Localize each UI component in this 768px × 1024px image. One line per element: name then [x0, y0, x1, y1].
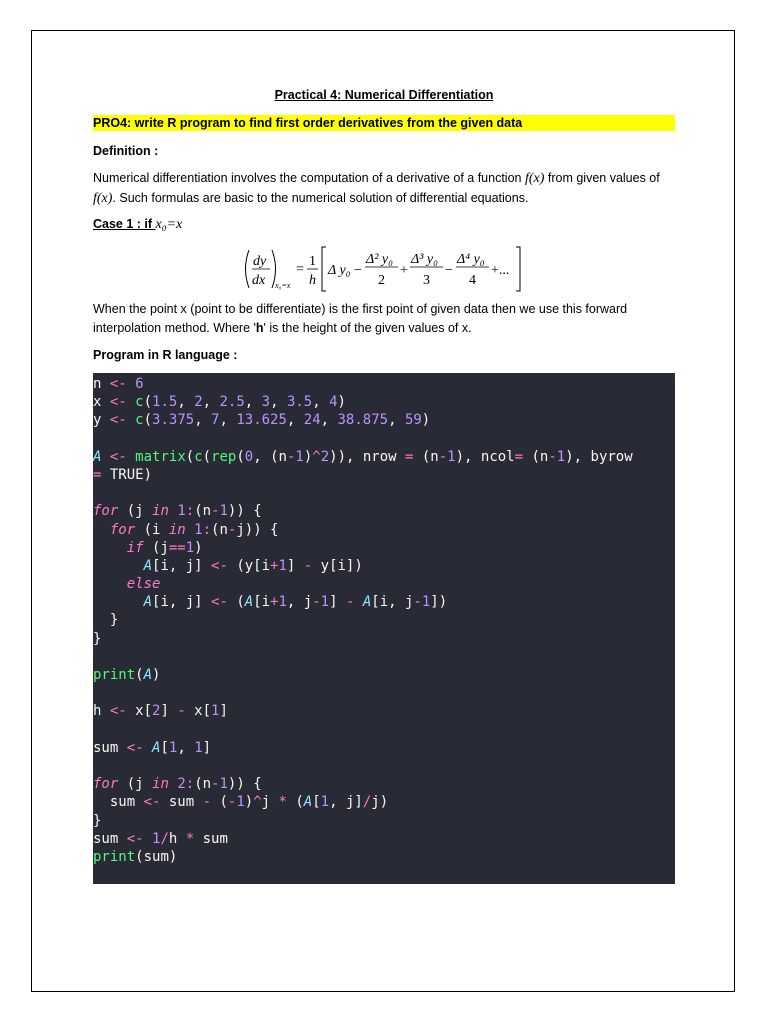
term-1: Δ y₀	[328, 263, 351, 278]
definition-paragraph	[93, 169, 675, 208]
left-bracket	[322, 247, 326, 291]
code-line: y <- c(3.375, 7, 13.625, 24, 38.875, 59)	[93, 412, 431, 429]
case-heading	[93, 217, 182, 233]
code-line: n <- 6	[93, 376, 144, 392]
minus-1: −	[354, 263, 362, 278]
fx-math-1: f(x)	[524, 171, 545, 186]
term-3-denominator: 3	[423, 273, 430, 288]
code-line	[93, 757, 675, 775]
code-line: if (j==1)	[126, 539, 203, 556]
code-line: print(A)	[93, 667, 161, 683]
pro-heading-highlight: PRO4: write R program to find first order derivatives from the given data	[93, 115, 675, 131]
explanation-paragraph	[93, 300, 675, 337]
definition-text-2: from given values of	[544, 171, 660, 185]
code-line	[93, 648, 675, 666]
code-line: for (j in 1:(n-1)) {	[93, 503, 262, 520]
right-bracket	[516, 247, 520, 291]
term-2-numerator: Δ² y₀	[366, 252, 393, 267]
code-line: sum <- A[1, 1]	[93, 739, 212, 756]
code-line: sum <- sum - (-1)^j * (A[1, j]/j)	[93, 794, 389, 811]
term-2-denominator: 2	[378, 273, 385, 288]
term-4-denominator: 4	[469, 273, 476, 288]
case-label: Case 1 : if	[93, 217, 156, 231]
derivative-formula	[240, 244, 530, 294]
code-line: sum <- 1/h * sum	[93, 830, 228, 847]
code-line: }	[93, 812, 102, 829]
code-line: = TRUE)	[93, 466, 153, 483]
program-label: Program in R language :	[93, 348, 238, 362]
definition-text-3: . Such formulas are basic to the numerical solution of differential equations.	[112, 190, 529, 205]
page-title: Practical 4: Numerical Differentiation	[274, 88, 494, 102]
term-3-numerator: Δ³ y₀	[411, 252, 438, 267]
explanation-h: h	[255, 320, 264, 335]
h-denominator: h	[309, 273, 316, 288]
code-line: h <- x[2] - x[1]	[93, 703, 228, 720]
code-line: print(sum)	[93, 848, 178, 865]
fx-math-2: f(x)	[93, 190, 113, 206]
definition-text-1: Numerical differentiation involves the computation of a derivative of a function	[93, 171, 525, 185]
code-line: A[i, j] <- (y[i+1] - y[i])	[143, 557, 363, 574]
code-line: }	[93, 612, 119, 629]
code-line	[93, 484, 675, 502]
code-line	[93, 721, 675, 739]
r-code-block	[93, 373, 675, 884]
code-line: A <- matrix(c(rep(0, (n-1)^2)), nrow = (n-1), ncol= (n-1), byrow	[93, 448, 633, 465]
code-line: else	[126, 576, 161, 593]
code-line: A[i, j] <- (A[i+1, j-1] - A[i, j-1])	[143, 594, 448, 611]
lhs-numerator: dy	[253, 254, 267, 269]
code-line: }	[93, 630, 102, 647]
definition-label: Definition :	[93, 144, 159, 158]
equals-sign: =	[296, 262, 304, 277]
code-line: for (i in 1:(n-j)) {	[109, 521, 279, 538]
explanation-text-2: ' is the height of the given values of x.	[263, 320, 472, 335]
formula-tail: +...	[491, 263, 510, 278]
lhs-denominator: dx	[252, 273, 266, 288]
code-line: x <- c(1.5, 2, 2.5, 3, 3.5, 4)	[93, 394, 346, 411]
minus-2: −	[445, 263, 453, 278]
lhs-subscript: x₀=x	[275, 281, 291, 290]
code-line: for (j in 2:(n-1)) {	[93, 776, 262, 793]
code-line	[93, 684, 675, 702]
plus-1: +	[400, 263, 408, 278]
term-4-numerator: Δ⁴ y₀	[457, 252, 485, 267]
explanation-text-1: When the point x (point to be differentiate) is the first point of given data then we use this forward interpolation method. Where '	[93, 302, 628, 335]
one-numerator: 1	[309, 254, 316, 269]
case-condition: x₀=x	[155, 217, 183, 232]
left-paren	[246, 250, 250, 288]
code-line	[93, 430, 675, 448]
